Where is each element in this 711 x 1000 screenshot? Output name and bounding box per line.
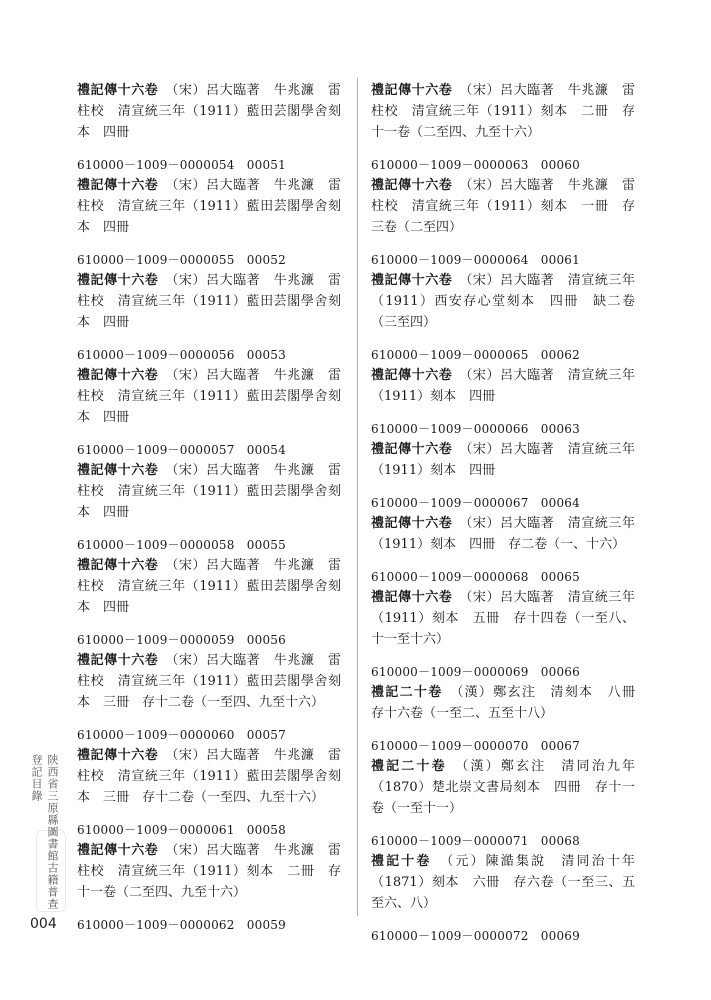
catalog-entry (371, 831, 635, 914)
entry-body: （元）陳澔集說 清同治十年（1871）刻本 六冊 存六卷（一至三、五至六、八） (371, 854, 635, 911)
entry-body: （宋）呂大臨著 牛兆濂 雷柱校 清宣統三年（1911）藍田芸閣學舍刻本 四冊 (77, 83, 341, 140)
entry-id: 610000－1009－0000060 00057 (77, 728, 286, 742)
entry-body: （宋）呂大臨著 牛兆濂 雷柱校 清宣統三年（1911）刻本 二冊 存十一卷（二至四、九至十六） (371, 83, 635, 140)
catalog-entry (77, 630, 341, 713)
entry-body: （宋）呂大臨著 牛兆濂 雷柱校 清宣統三年（1911）藍田芸閣學舍刻本 四冊 (77, 178, 341, 235)
entry-body: （宋）呂大臨著 牛兆濂 雷柱校 清宣統三年（1911）藍田芸閣學舍刻本 四冊 (77, 463, 341, 520)
catalog-entry (77, 155, 341, 238)
entry-title: 禮記傳十六卷 (371, 442, 453, 457)
catalog-entry (371, 345, 635, 407)
entry-id: 610000－1009－0000061 00058 (77, 823, 286, 837)
entry-id: 610000－1009－0000066 00063 (371, 422, 580, 436)
entry-body: （漢）鄭玄注 清同治九年（1870）楚北崇文書局刻本 四冊 存十一卷（一至十一） (371, 759, 635, 816)
entry-title: 禮記傳十六卷 (77, 748, 159, 763)
entry-title: 禮記傳十六卷 (77, 653, 159, 668)
catalog-entry (371, 736, 635, 819)
entry-body: （宋）呂大臨著 牛兆濂 雷柱校 清宣統三年（1911）刻本 二冊 存十一卷（二至四、九至十六） (77, 843, 341, 900)
entry-id: 610000－1009－0000058 00055 (77, 538, 286, 552)
catalog-entry (371, 926, 635, 946)
entry-title: 禮記傳十六卷 (77, 83, 159, 98)
entry-title: 禮記傳十六卷 (371, 590, 453, 605)
entry-id: 610000－1009－0000064 00061 (371, 253, 580, 267)
entry-title: 禮記傳十六卷 (371, 368, 453, 383)
entry-body: （宋）呂大臨著 牛兆濂 雷柱校 清宣統三年（1911）藍田芸閣學舍刻本 四冊 (77, 273, 341, 330)
entry-id: 610000－1009－0000056 00053 (77, 348, 286, 362)
catalog-entry (77, 725, 341, 808)
entry-title: 禮記傳十六卷 (371, 83, 453, 98)
entry-id: 610000－1009－0000063 00060 (371, 158, 580, 172)
entry-title: 禮記二十卷 (371, 759, 447, 774)
entry-body: （宋）呂大臨著 清宣統三年（1911）刻本 四冊 (371, 368, 635, 404)
entry-id: 610000－1009－0000065 00062 (371, 348, 580, 362)
column-divider (357, 78, 358, 916)
entry-title: 禮記傳十六卷 (371, 273, 453, 288)
entry-id: 610000－1009－0000062 00059 (77, 918, 286, 932)
catalog-entry (77, 80, 341, 143)
catalog-entry (77, 915, 341, 935)
entry-id: 610000－1009－0000067 00064 (371, 496, 580, 510)
entry-title: 禮記傳十六卷 (371, 178, 453, 193)
left-column (77, 80, 341, 947)
entry-id: 610000－1009－0000057 00054 (77, 443, 286, 457)
side-caption: 陝西省三原縣圖書館古籍普查登記目錄 (30, 754, 59, 910)
catalog-entry (371, 80, 635, 143)
entry-title: 禮記傳十六卷 (77, 368, 159, 383)
entry-body: （宋）呂大臨著 牛兆濂 雷柱校 清宣統三年（1911）藍田芸閣學舍刻本 四冊 (77, 368, 341, 425)
entry-title: 禮記傳十六卷 (371, 516, 453, 531)
entry-body: （宋）呂大臨著 清宣統三年（1911）刻本 四冊 (371, 442, 635, 478)
entry-id: 610000－1009－0000071 00068 (371, 834, 580, 848)
entry-title: 禮記傳十六卷 (77, 178, 159, 193)
entry-body: （漢）鄭玄注 清刻本 八冊 存十六卷（一至二、五至十八） (371, 685, 648, 721)
entry-body: （宋）呂大臨著 牛兆濂 雷柱校 清宣統三年（1911）藍田芸閣學舍刻本 四冊 (77, 558, 341, 615)
catalog-entry (371, 662, 648, 724)
catalog-entry (371, 493, 635, 555)
entry-title: 禮記十卷 (371, 854, 432, 869)
entry-id: 610000－1009－0000068 00065 (371, 570, 580, 584)
entry-body: （宋）呂大臨著 牛兆濂 雷柱校 清宣統三年（1911）藍田芸閣學舍刻本 三冊 存十二卷（一至四、九至十六） (77, 653, 341, 710)
page-number: 004 (30, 916, 57, 932)
entry-body: （宋）呂大臨著 牛兆濂 雷柱校 清宣統三年（1911）藍田芸閣學舍刻本 三冊 存十二卷（一至四、九至十六） (77, 748, 341, 805)
entry-id: 610000－1009－0000070 00067 (371, 739, 580, 753)
entry-id: 610000－1009－0000072 00069 (371, 929, 580, 943)
entry-title: 禮記傳十六卷 (77, 558, 159, 573)
entry-body: （宋）呂大臨著 清宣統三年（1911）刻本 四冊 存二卷（一、十六） (371, 516, 635, 552)
entry-body: （宋）呂大臨著 清宣統三年（1911）西安存心堂刻本 四冊 缺二卷（三至四） (371, 273, 635, 330)
entry-title: 禮記傳十六卷 (77, 463, 159, 478)
catalog-entry (77, 820, 341, 903)
catalog-entry (77, 250, 341, 333)
catalog-entry (77, 345, 341, 428)
entry-body: （宋）呂大臨著 清宣統三年（1911）刻本 五冊 存十四卷（一至八、十一至十六） (371, 590, 635, 647)
catalog-entry (371, 567, 635, 650)
catalog-entry (371, 419, 635, 481)
right-column (371, 80, 648, 958)
entry-title: 禮記二十卷 (371, 685, 443, 700)
entry-id: 610000－1009－0000055 00052 (77, 253, 286, 267)
entry-id: 610000－1009－0000054 00051 (77, 158, 286, 172)
catalog-entry (371, 250, 635, 333)
entry-body: （宋）呂大臨著 牛兆濂 雷柱校 清宣統三年（1911）刻本 一冊 存三卷（二至四） (371, 178, 635, 235)
entry-id: 610000－1009－0000069 00066 (371, 665, 580, 679)
entry-title: 禮記傳十六卷 (77, 843, 159, 858)
catalog-entry (77, 535, 341, 618)
entry-title: 禮記傳十六卷 (77, 273, 159, 288)
catalog-entry (77, 440, 341, 523)
entry-id: 610000－1009－0000059 00056 (77, 633, 286, 647)
catalog-entry (371, 155, 635, 238)
